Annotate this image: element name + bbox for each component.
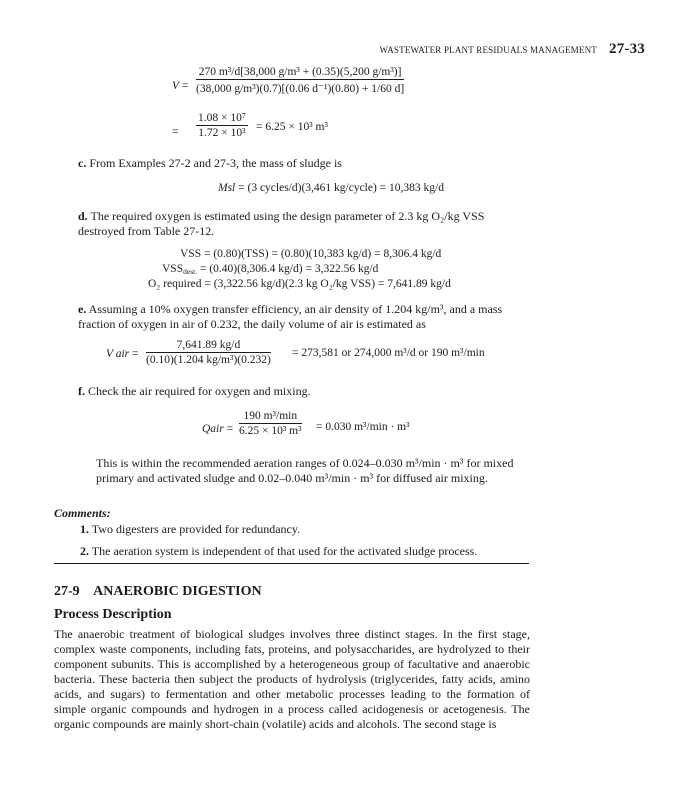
part-d-label: d. (78, 209, 88, 223)
eq-volume-fraction (196, 66, 404, 95)
running-header (380, 41, 645, 58)
eq-volume-numerator-2: 1.08 × 10⁷ (198, 112, 246, 124)
eq-volume-symbol: V (172, 80, 180, 92)
part-d (78, 209, 530, 239)
part-d-eq2-sub: dest. (183, 267, 198, 276)
part-e-denominator: (0.10)(1.204 kg/m³)(0.232) (146, 354, 271, 366)
comments-rule (54, 563, 529, 564)
part-c-text: From Examples 27-2 and 27-3, the mass of sludge is (89, 156, 342, 170)
comment-item-1 (80, 522, 300, 537)
part-f-numerator: 190 m³/min (239, 410, 302, 424)
part-c (78, 156, 342, 171)
part-f-result: = 0.030 m³/min · m³ (316, 421, 410, 433)
part-d-eq2-lhs: VSS (162, 263, 184, 275)
part-d-eq2 (162, 263, 378, 275)
part-f-lhs: Qair = (202, 423, 234, 435)
eq-volume-equals-2: = (172, 126, 179, 138)
section-title: ANAEROBIC DIGESTION (93, 584, 262, 599)
eq-volume-equals: = (181, 80, 189, 92)
part-f-text: Check the air required for oxygen and mixing. (88, 384, 311, 398)
part-e-lhs: V air = (106, 348, 139, 360)
page-number: 27-33 (609, 41, 645, 57)
part-f (78, 384, 311, 399)
part-e-result: = 273,581 or 274,000 m³/d or 190 m³/min (292, 347, 485, 359)
section-number: 27-9 (54, 584, 80, 599)
part-e-numerator: 7,641.89 kg/d (146, 339, 271, 353)
comment-item-2 (80, 544, 477, 559)
part-f-lhs-text: Qair (202, 423, 224, 435)
part-f-label: f. (78, 384, 85, 398)
comment-item-2-text: The aeration system is independent of that used for the activated sludge process. (91, 544, 478, 558)
part-e-label: e. (78, 302, 87, 316)
eq-volume-denominator: (38,000 g/m³)(0.7)[(0.06 d⁻¹)(0.80) + 1/60 d] (196, 83, 405, 95)
part-f-denominator: 6.25 × 10³ m³ (239, 425, 302, 437)
part-e-text: Assuming a 10% oxygen transfer efficiency, an air density of 1.204 kg/m³, and a mass fraction of oxygen in air of 0.232, the daily volume of air is estimated as (78, 302, 503, 331)
part-e (78, 302, 533, 332)
eq-volume-result: = 6.25 × 10³ m³ (256, 121, 328, 133)
eq-volume-denominator-2: 1.72 × 10³ (198, 127, 246, 139)
comment-item-1-num: 1. (80, 522, 89, 536)
comment-item-2-num: 2. (80, 544, 89, 558)
part-c-equation (218, 182, 444, 194)
comment-item-1-text: Two digesters are provided for redundancy. (91, 522, 301, 536)
part-d-eq1: VSS = (0.80)(TSS) = (0.80)(10,383 kg/d) = 8,306.4 kg/d (180, 248, 442, 260)
eq-volume-fraction-2 (196, 112, 248, 139)
part-e-lhs-text: V air (106, 348, 130, 360)
part-c-lhs: Msl (218, 182, 236, 194)
section-body-paragraph: The anaerobic treatment of biological sludges involves three distinct stages. In the first stage, complex waste components, including fats, proteins, and polysaccharides, are hydrolyzed to their component subunits. This is accomplished by a heterogeneous group of facultative and anaerobic bacteria. These bacteria then subject the products of hydrolysis (triglycerides, fatty acids, amino acids, and sugars) to fermentation and other metabolic processes leading to the formation of simple organic compounds and hydrogen in a process called acidogenesis or acetogenesis. The organic compounds are mainly short-chain (volatile) acids and alcohols. The second stage is (54, 627, 530, 731)
part-e-fraction (146, 339, 271, 366)
part-d-eq2-rhs: = (0.40)(8,306.4 kg/d) = 3,322.56 kg/d (199, 263, 379, 275)
part-c-label: c. (78, 156, 87, 170)
running-title: WASTEWATER PLANT RESIDUALS MANAGEMENT (379, 45, 597, 55)
comments-heading: Comments: (54, 506, 111, 520)
part-f-note: This is within the recommended aeration ranges of 0.024–0.030 m³/min · m³ for mixed primary and activated sludge and 0.02–0.040 m³/min · m³ for diffused air mixing. (96, 456, 514, 485)
part-c-rhs: = (3 cycles/d)(3,461 kg/cycle) = 10,383 kg/d (238, 182, 444, 194)
section-heading (54, 584, 262, 600)
subsection-heading: Process Description (54, 607, 172, 622)
part-f-fraction (239, 410, 302, 437)
part-d-text: The required oxygen is estimated using the design parameter of 2.3 kg O₂/kg VSS destroyed from Table 27-12. (78, 209, 485, 238)
part-d-eq3: O₂ required = (3,322.56 kg/d)(2.3 kg O₂/kg VSS) = 7,641.89 kg/d (148, 278, 451, 290)
eq-volume-lhs (172, 80, 188, 92)
eq-volume-numerator: 270 m³/d[38,000 g/m³ + (0.35)(5,200 g/m³)] (196, 66, 404, 80)
